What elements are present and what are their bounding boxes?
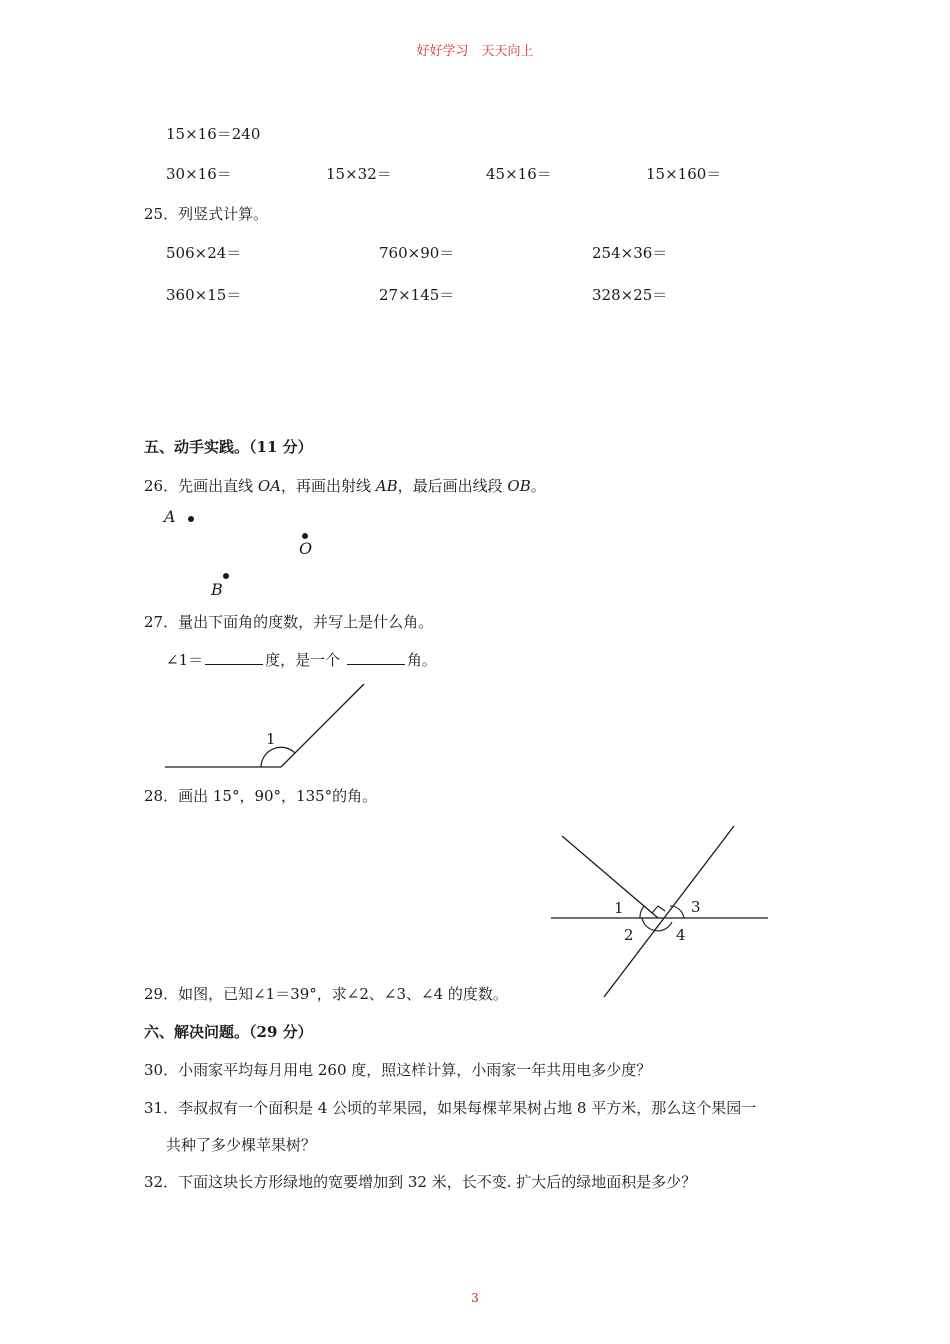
section-5-title: 五、动手实践。（11 分） xyxy=(144,438,313,456)
q29-label-4: 4 xyxy=(676,926,686,944)
question-26-prompt xyxy=(144,476,546,496)
derived-equation-2: 15×32＝ xyxy=(326,165,392,183)
angle-1-arc xyxy=(640,906,644,918)
question-31-line-2: 共种了多少棵苹果树？ xyxy=(166,1136,317,1154)
q25-problem-2: 760×90＝ xyxy=(379,244,455,262)
q27-fill-prefix: ∠1＝ xyxy=(166,651,204,669)
example-equation: 15×16＝240 xyxy=(166,125,261,143)
right-angle-mark xyxy=(652,906,665,913)
q26-ray-ab: AB xyxy=(375,477,398,495)
question-28-prompt: 28．画出 15°，90°，135°的角。 xyxy=(144,787,378,805)
q26-segment-ob: OB xyxy=(507,477,531,495)
angle-1-label: 1 xyxy=(266,730,276,748)
q29-label-2: 2 xyxy=(624,926,634,944)
derived-equation-4: 15×160＝ xyxy=(646,165,722,183)
point-a-dot xyxy=(188,516,194,522)
question-31-line-1: 31．李叔叔有一个面积是 4 公顷的苹果园，如果每棵苹果树占地 8 平方米，那么这个果园一 xyxy=(144,1099,757,1117)
angle-2-4-arc xyxy=(642,918,672,931)
q26-prefix: 26．先画出直线 xyxy=(144,477,258,495)
q29-intersecting-lines-figure xyxy=(548,822,778,1002)
question-25-prompt: 25．列竖式计算。 xyxy=(144,205,269,223)
section-6-title: 六、解决问题。（29 分） xyxy=(144,1023,313,1041)
q25-problem-6: 328×25＝ xyxy=(592,286,668,304)
question-30-prompt: 30．小雨家平均每月用电 260 度，照这样计算，小雨家一年共用电多少度？ xyxy=(144,1061,652,1079)
point-o-label: O xyxy=(299,539,313,558)
page-header-slogan: 好好学习 天天向上 xyxy=(416,44,534,59)
angle-type-blank[interactable] xyxy=(347,650,405,665)
q26-suffix: 。 xyxy=(530,477,546,495)
q27-fill-mid: 度，是一个 xyxy=(265,651,341,669)
q27-fill-line xyxy=(166,650,437,670)
q29-label-1: 1 xyxy=(614,899,624,917)
q25-problem-1: 506×24＝ xyxy=(166,244,242,262)
q26-points-figure xyxy=(150,500,350,600)
question-29-prompt: 29．如图，已知∠1＝39°，求∠2、∠3、∠4 的度数。 xyxy=(144,985,508,1003)
q26-mid1: ，再画出射线 xyxy=(281,477,376,495)
angle-1-arc xyxy=(261,747,295,767)
derived-equation-3: 45×16＝ xyxy=(486,165,552,183)
question-27-prompt: 27．量出下面角的度数，并写上是什么角。 xyxy=(144,613,434,631)
q26-line-oa: OA xyxy=(257,477,281,495)
q25-problem-3: 254×36＝ xyxy=(592,244,668,262)
question-32-prompt: 32．下面这块长方形绿地的宽要增加到 32 米，长不变. 扩大后的绿地面积是多少？ xyxy=(144,1173,697,1191)
point-b-dot xyxy=(223,573,229,579)
q25-problem-5: 27×145＝ xyxy=(379,286,455,304)
angle-degree-blank[interactable] xyxy=(205,650,263,665)
derived-equation-1: 30×16＝ xyxy=(166,165,232,183)
q25-problem-4: 360×15＝ xyxy=(166,286,242,304)
point-b-label: B xyxy=(211,580,223,599)
page-number: 3 xyxy=(471,1291,479,1305)
point-a-label: A xyxy=(164,507,176,526)
q29-label-3: 3 xyxy=(691,898,701,916)
q26-mid2: ，最后画出线段 xyxy=(397,477,508,495)
q27-fill-suffix: 角。 xyxy=(406,651,437,669)
